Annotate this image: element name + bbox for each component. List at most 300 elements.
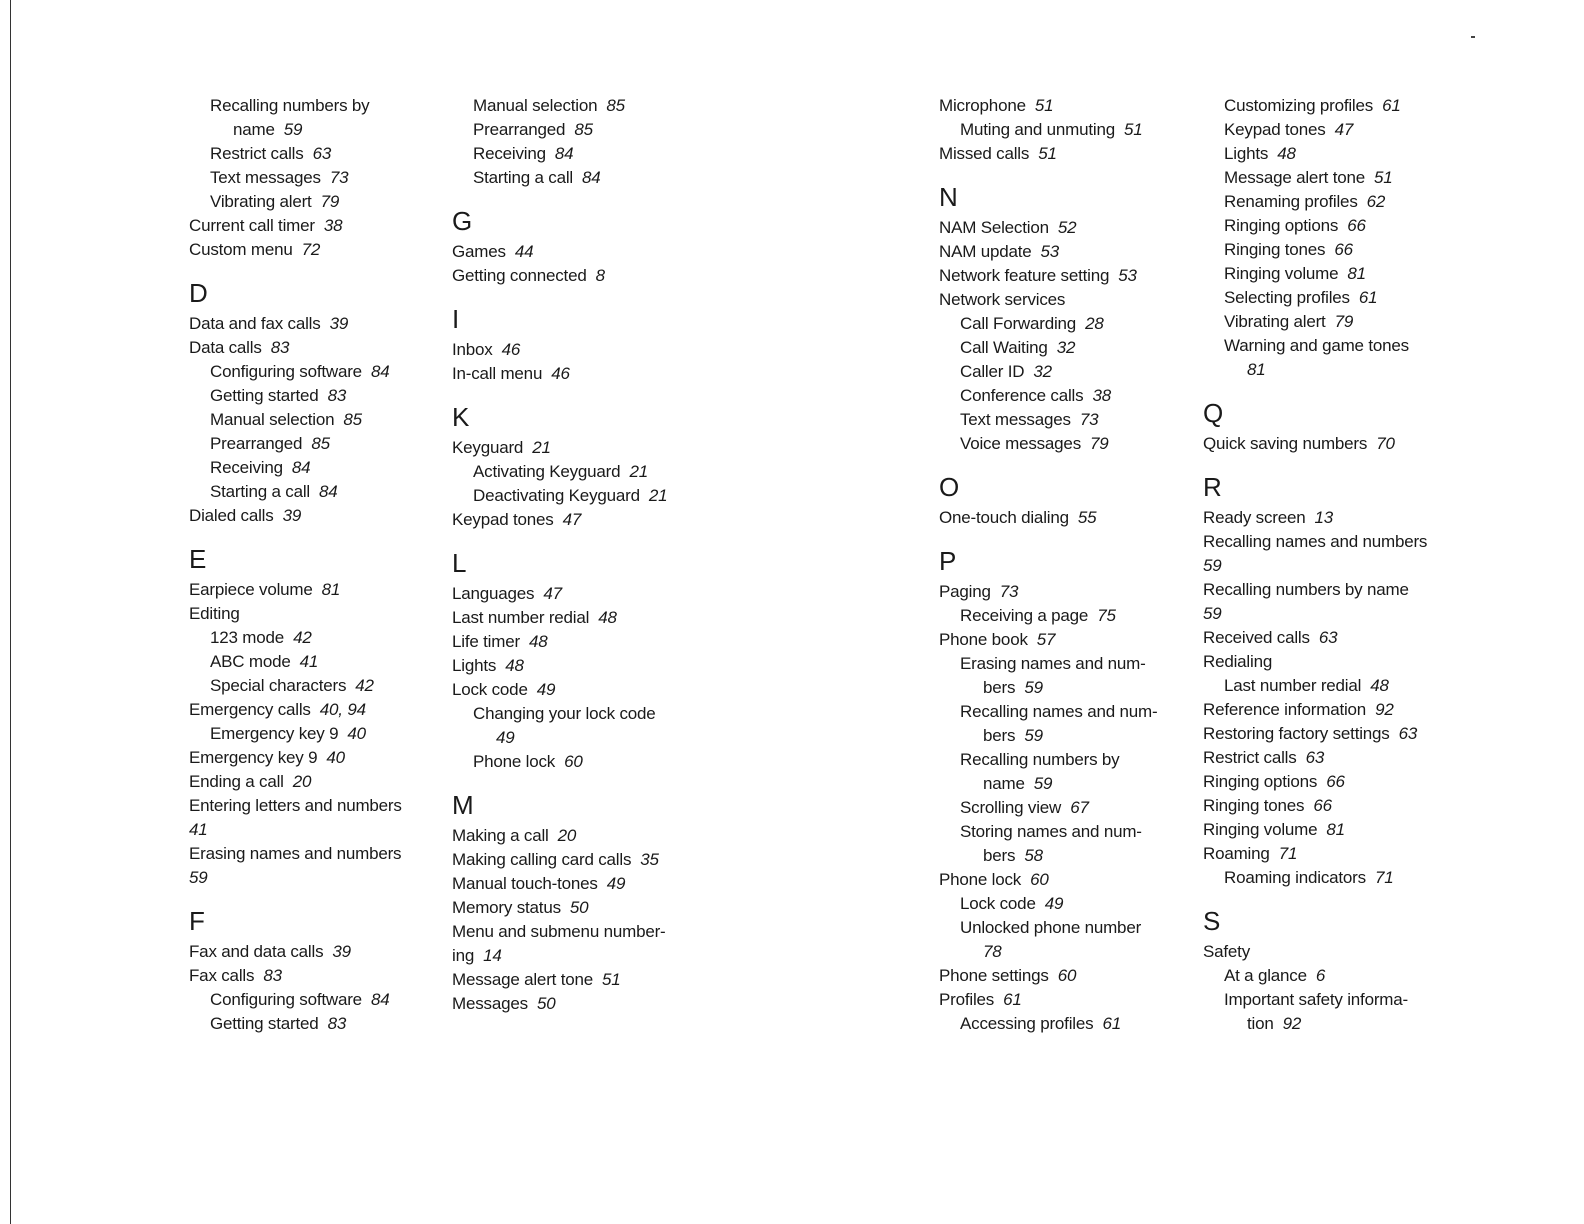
entry-term: Important safety informa-	[1224, 990, 1408, 1009]
entry-spacer	[994, 990, 1003, 1009]
entry-spacer	[542, 364, 551, 383]
entry-page-number: 61	[1102, 1014, 1121, 1033]
entry-spacer	[1048, 338, 1057, 357]
entry-spacer	[1361, 676, 1370, 695]
entry-spacer	[1032, 242, 1041, 261]
entry-page-number: 62	[1366, 192, 1386, 211]
index-entry	[1203, 770, 1438, 794]
index-subentry	[1203, 238, 1438, 262]
entry-term: Erasing names and num-	[960, 654, 1146, 673]
entry-page-number: 73	[329, 168, 349, 187]
entry-page-number: 83	[270, 338, 290, 357]
entry-term: Starting a call	[473, 168, 573, 187]
entry-term: Keypad tones	[1224, 120, 1326, 139]
entry-page-number: 32	[1056, 338, 1076, 357]
index-subentry	[939, 796, 1174, 820]
entry-term: Phone lock	[939, 870, 1022, 889]
index-subentry	[1203, 214, 1438, 238]
entry-term: Microphone	[939, 96, 1026, 115]
entry-term: Safety	[1203, 942, 1250, 961]
index-subentry	[1203, 142, 1438, 166]
index-entry	[1203, 626, 1438, 650]
entry-page-number: 61	[1382, 96, 1401, 115]
entry-spacer	[274, 506, 283, 525]
entry-term: Quick saving numbers	[1203, 434, 1368, 453]
entry-term: Activating Keyguard	[473, 462, 621, 481]
entry-page-number: 38	[1092, 386, 1111, 405]
entry-spacer	[1270, 844, 1279, 863]
entry-spacer	[1021, 870, 1030, 889]
index-entry	[452, 944, 687, 968]
entry-term: Last number redial	[1224, 676, 1362, 695]
entry-page-number: 63	[1398, 724, 1418, 743]
entry-page-number: 59	[1203, 604, 1222, 623]
entry-term: Ringing tones	[1203, 796, 1305, 815]
index-subentry	[939, 1012, 1174, 1036]
index-subentry	[1203, 190, 1438, 214]
entry-page-number: 59	[189, 868, 208, 887]
index-letter-heading: E	[189, 544, 207, 574]
entry-term: Restrict calls	[1203, 748, 1297, 767]
entry-term: Erasing names and numbers	[189, 844, 402, 863]
entry-page-number: 84	[319, 482, 338, 501]
entry-spacer	[1358, 192, 1367, 211]
index-entry	[1203, 842, 1438, 866]
entry-term: Recalling numbers by	[210, 96, 370, 115]
entry-page-number: 81	[1247, 360, 1266, 379]
entry-spacer	[362, 362, 371, 381]
entry-page-number: 41	[299, 652, 319, 671]
entry-term: Data and fax calls	[189, 314, 321, 333]
index-entry	[189, 842, 424, 866]
index-subentry	[189, 190, 424, 214]
entry-term: In-call menu	[452, 364, 543, 383]
entry-term: Dialed calls	[189, 506, 274, 525]
index-entry	[452, 872, 687, 896]
index-letter-heading: K	[452, 402, 470, 432]
entry-term: Getting started	[210, 1014, 319, 1033]
index-entry	[189, 504, 424, 528]
entry-spacer	[631, 850, 640, 869]
entry-term: Vibrating alert	[210, 192, 312, 211]
entry-page-number: 38	[323, 216, 343, 235]
entry-spacer	[321, 314, 330, 333]
entry-term: Restrict calls	[210, 144, 304, 163]
index-subentry	[1203, 166, 1438, 190]
entry-term: Manual selection	[473, 96, 598, 115]
index-subentry	[189, 384, 424, 408]
index-column-3	[939, 94, 1174, 1036]
entry-term: 123 mode	[210, 628, 285, 647]
index-subentry	[189, 166, 424, 190]
entry-spacer	[1274, 1014, 1283, 1033]
index-subentry	[189, 1012, 424, 1036]
index-subentry	[189, 94, 424, 118]
index-entry	[189, 964, 424, 988]
entry-term: name	[983, 774, 1025, 793]
entry-page-number: 60	[564, 752, 583, 771]
index-entry	[452, 968, 687, 992]
entry-term: tion	[1247, 1014, 1274, 1033]
entry-page-number: 84	[370, 990, 390, 1009]
entry-spacer	[528, 994, 537, 1013]
entry-spacer	[598, 874, 607, 893]
entry-page-number: 63	[1305, 748, 1325, 767]
entry-spacer	[1297, 748, 1306, 767]
index-subentry	[939, 118, 1174, 142]
entry-term: Text messages	[960, 410, 1071, 429]
entry-term: Scrolling view	[960, 798, 1062, 817]
index-entry	[939, 628, 1174, 652]
index-entry	[189, 818, 424, 842]
entry-spacer	[262, 338, 271, 357]
entry-spacer	[1365, 168, 1374, 187]
entry-page-number: 63	[312, 144, 332, 163]
index-entry	[189, 578, 424, 602]
entry-term: Life timer	[452, 632, 520, 651]
entry-spacer	[1268, 144, 1277, 163]
entry-spacer	[528, 680, 537, 699]
index-entry	[189, 336, 424, 360]
entry-term: Receiving	[210, 458, 283, 477]
entry-page-number: 66	[1313, 796, 1332, 815]
entry-spacer	[1307, 966, 1316, 985]
index-entry	[1203, 650, 1438, 674]
index-entry	[939, 868, 1174, 892]
entry-page-number: 84	[291, 458, 311, 477]
index-subentry	[939, 844, 1174, 868]
entry-term: Accessing profiles	[960, 1014, 1094, 1033]
entry-page-number: 39	[282, 506, 302, 525]
entry-spacer	[565, 120, 574, 139]
entry-spacer	[1306, 508, 1315, 527]
index-entry	[189, 940, 424, 964]
index-entry	[939, 240, 1174, 264]
entry-page-number: 85	[606, 96, 625, 115]
index-subentry	[189, 118, 424, 142]
entry-spacer	[520, 632, 529, 651]
entry-term: Lights	[1224, 144, 1269, 163]
entry-spacer	[1326, 312, 1335, 331]
index-subentry	[939, 724, 1174, 748]
entry-spacer	[1049, 218, 1058, 237]
index-subentry	[189, 432, 424, 456]
entry-term: Manual selection	[210, 410, 335, 429]
entry-page-number: 47	[543, 584, 562, 603]
entry-page-number: 6	[1315, 966, 1326, 985]
entry-page-number: 49	[1044, 894, 1064, 913]
entry-term: Special characters	[210, 676, 347, 695]
index-entry	[1203, 578, 1438, 602]
entry-term: Memory status	[452, 898, 561, 917]
entry-page-number: 49	[606, 874, 626, 893]
entry-term: bers	[983, 846, 1016, 865]
entry-term: NAM update	[939, 242, 1032, 261]
index-letter-heading: N	[939, 182, 958, 212]
index-subentry	[939, 772, 1174, 796]
index-entry	[1203, 506, 1438, 530]
entry-term: Recalling numbers by name	[1203, 580, 1409, 599]
entry-term: Network feature setting	[939, 266, 1110, 285]
entry-term: Call Forwarding	[960, 314, 1077, 333]
entry-page-number: 20	[292, 772, 312, 791]
index-entry	[1203, 602, 1438, 626]
entry-page-number: 51	[1034, 96, 1054, 115]
entry-spacer	[310, 482, 319, 501]
index-entry	[189, 770, 424, 794]
entry-page-number: 85	[311, 434, 330, 453]
entry-page-number: 59	[1033, 774, 1053, 793]
entry-page-number: 59	[1024, 726, 1043, 745]
entry-term: Missed calls	[939, 144, 1030, 163]
index-entry	[189, 602, 424, 626]
index-subentry	[452, 118, 687, 142]
entry-page-number: 66	[1326, 772, 1345, 791]
entry-term: Call Waiting	[960, 338, 1048, 357]
entry-term: Customizing profiles	[1224, 96, 1374, 115]
index-entry	[939, 580, 1174, 604]
index-subentry	[939, 384, 1174, 408]
entry-term: Configuring software	[210, 990, 362, 1009]
entry-page-number: 39	[332, 942, 351, 961]
entry-term: ing	[452, 946, 475, 965]
entry-spacer	[640, 486, 649, 505]
index-subentry	[189, 626, 424, 650]
entry-term: Profiles	[939, 990, 995, 1009]
index-subentry	[939, 312, 1174, 336]
index-letter-heading: P	[939, 546, 957, 576]
entry-term: Ringing tones	[1224, 240, 1326, 259]
entry-spacer	[284, 772, 293, 791]
index-entry	[189, 312, 424, 336]
entry-term: Making a call	[452, 826, 549, 845]
index-entry	[452, 654, 687, 678]
entry-page-number: 59	[283, 120, 303, 139]
index-entry	[452, 992, 687, 1016]
index-entry	[939, 142, 1174, 166]
index-subentry	[189, 674, 424, 698]
entry-page-number: 60	[1057, 966, 1077, 985]
index-entry	[189, 746, 424, 770]
entry-page-number: 49	[536, 680, 556, 699]
entry-page-number: 21	[629, 462, 648, 481]
entry-term: Emergency calls	[189, 700, 311, 719]
index-letter-heading: M	[452, 790, 474, 820]
entry-page-number: 21	[648, 486, 668, 505]
entry-page-number: 79	[1090, 434, 1109, 453]
entry-page-number: 67	[1070, 798, 1089, 817]
entry-term: Manual touch-tones	[452, 874, 598, 893]
entry-spacer	[1373, 96, 1382, 115]
entry-spacer	[254, 966, 263, 985]
entry-page-number: 81	[321, 580, 341, 599]
entry-page-number: 40, 94	[319, 700, 366, 719]
entry-term: Ready screen	[1203, 508, 1306, 527]
entry-term: Paging	[939, 582, 991, 601]
index-column-2	[452, 94, 687, 1016]
entry-spacer	[319, 1014, 328, 1033]
index-entry	[452, 362, 687, 386]
index-subentry	[939, 820, 1174, 844]
entry-page-number: 63	[1318, 628, 1338, 647]
entry-page-number: 73	[999, 582, 1019, 601]
entry-term: Keyguard	[452, 438, 524, 457]
entry-spacer	[1366, 700, 1375, 719]
entry-spacer	[1350, 288, 1359, 307]
entry-page-number: 35	[640, 850, 659, 869]
entry-page-number: 49	[496, 728, 515, 747]
entry-page-number: 75	[1097, 606, 1116, 625]
index-entry	[1203, 432, 1438, 456]
entry-page-number: 46	[551, 364, 570, 383]
index-subentry	[939, 700, 1174, 724]
entry-page-number: 55	[1077, 508, 1097, 527]
entry-term: Received calls	[1203, 628, 1310, 647]
index-entry	[452, 896, 687, 920]
index-entry	[939, 964, 1174, 988]
entry-page-number: 61	[1003, 990, 1022, 1009]
entry-page-number: 47	[562, 510, 582, 529]
entry-term: bers	[983, 678, 1016, 697]
entry-term: Selecting profiles	[1224, 288, 1350, 307]
entry-spacer	[304, 144, 313, 163]
entry-page-number: 71	[1278, 844, 1298, 863]
entry-term: Recalling names and numbers	[1203, 532, 1428, 551]
entry-page-number: 84	[554, 144, 574, 163]
entry-spacer	[546, 144, 555, 163]
index-letter-heading: R	[1203, 472, 1222, 502]
entry-term: NAM Selection	[939, 218, 1049, 237]
entry-page-number: 42	[355, 676, 374, 695]
index-subentry	[939, 336, 1174, 360]
entry-term: Roaming	[1203, 844, 1270, 863]
entry-spacer	[555, 752, 564, 771]
entry-spacer	[302, 434, 311, 453]
entry-term: Reference information	[1203, 700, 1367, 719]
entry-term: Ringing options	[1203, 772, 1318, 791]
entry-spacer	[321, 168, 330, 187]
entry-page-number: 20	[557, 826, 577, 845]
entry-term: Editing	[189, 604, 240, 623]
entry-spacer	[1109, 266, 1118, 285]
index-subentry	[452, 94, 687, 118]
entry-page-number: 48	[528, 632, 548, 651]
entry-term: Ringing volume	[1203, 820, 1318, 839]
entry-term: Last number redial	[452, 608, 590, 627]
entry-page-number: 52	[1057, 218, 1077, 237]
entry-term: Lights	[452, 656, 497, 675]
index-entry	[939, 264, 1174, 288]
entry-spacer	[315, 216, 324, 235]
entry-page-number: 21	[532, 438, 551, 457]
index-letter-heading: Q	[1203, 398, 1224, 428]
entry-term: name	[233, 120, 275, 139]
index-entry	[939, 288, 1174, 312]
entry-term: Prearranged	[473, 120, 566, 139]
index-entry	[452, 606, 687, 630]
index-entry	[452, 848, 687, 872]
entry-spacer	[346, 676, 355, 695]
index-entry	[189, 698, 424, 722]
entry-spacer	[1338, 216, 1347, 235]
index-entry	[452, 824, 687, 848]
entry-page-number: 81	[1347, 264, 1366, 283]
entry-term: Emergency key 9	[189, 748, 318, 767]
entry-page-number: 50	[536, 994, 556, 1013]
entry-spacer	[275, 120, 284, 139]
index-subentry	[939, 940, 1174, 964]
entry-term: Earpiece volume	[189, 580, 313, 599]
index-subentry	[452, 142, 687, 166]
entry-term: Getting started	[210, 386, 319, 405]
entry-page-number: 48	[1370, 676, 1389, 695]
entry-page-number: 73	[1079, 410, 1099, 429]
entry-page-number: 39	[329, 314, 349, 333]
index-letter-heading: L	[452, 548, 467, 578]
entry-term: Ringing options	[1224, 216, 1339, 235]
entry-spacer	[1049, 966, 1058, 985]
index-subentry	[189, 988, 424, 1012]
index-subentry	[189, 456, 424, 480]
entry-term: Receiving	[473, 144, 546, 163]
index-subentry	[939, 360, 1174, 384]
entry-spacer	[319, 386, 328, 405]
entry-page-number: 81	[1326, 820, 1345, 839]
entry-page-number: 51	[1124, 120, 1143, 139]
entry-term: Redialing	[1203, 652, 1273, 671]
entry-term: Vibrating alert	[1224, 312, 1326, 331]
entry-term: Getting connected	[452, 266, 587, 285]
entry-page-number: 53	[1118, 266, 1137, 285]
entry-page-number: 72	[301, 240, 321, 259]
entry-page-number: 51	[1038, 144, 1057, 163]
index-column-1	[189, 94, 424, 1036]
entry-term: Deactivating Keyguard	[473, 486, 640, 505]
index-letter-heading: F	[189, 906, 205, 936]
index-entry	[939, 988, 1174, 1012]
entry-page-number: 84	[582, 168, 601, 187]
entry-term: Receiving a page	[960, 606, 1089, 625]
entry-page-number: 66	[1347, 216, 1366, 235]
entry-spacer	[1081, 434, 1090, 453]
index-entry	[452, 630, 687, 654]
index-subentry	[939, 604, 1174, 628]
index-subentry	[939, 748, 1174, 772]
entry-page-number: 40	[347, 724, 366, 743]
index-subentry	[189, 360, 424, 384]
index-subentry	[939, 676, 1174, 700]
entry-term: Lock code	[960, 894, 1036, 913]
index-subentry	[1203, 964, 1438, 988]
entry-spacer	[561, 898, 570, 917]
index-subentry	[939, 652, 1174, 676]
entry-term: Warning and game tones	[1224, 336, 1409, 355]
entry-spacer	[1367, 434, 1376, 453]
entry-term: Languages	[452, 584, 535, 603]
entry-page-number: 51	[1374, 168, 1393, 187]
index-subentry	[189, 142, 424, 166]
entry-spacer	[1015, 678, 1024, 697]
entry-page-number: 79	[1334, 312, 1354, 331]
entry-spacer	[506, 242, 515, 261]
entry-term: Fax and data calls	[189, 942, 324, 961]
entry-page-number: 32	[1033, 362, 1052, 381]
index-letter-heading: G	[452, 206, 473, 236]
entry-spacer	[1025, 774, 1034, 793]
index-letter-heading: D	[189, 278, 208, 308]
entry-spacer	[1015, 846, 1024, 865]
entry-spacer	[313, 580, 322, 599]
